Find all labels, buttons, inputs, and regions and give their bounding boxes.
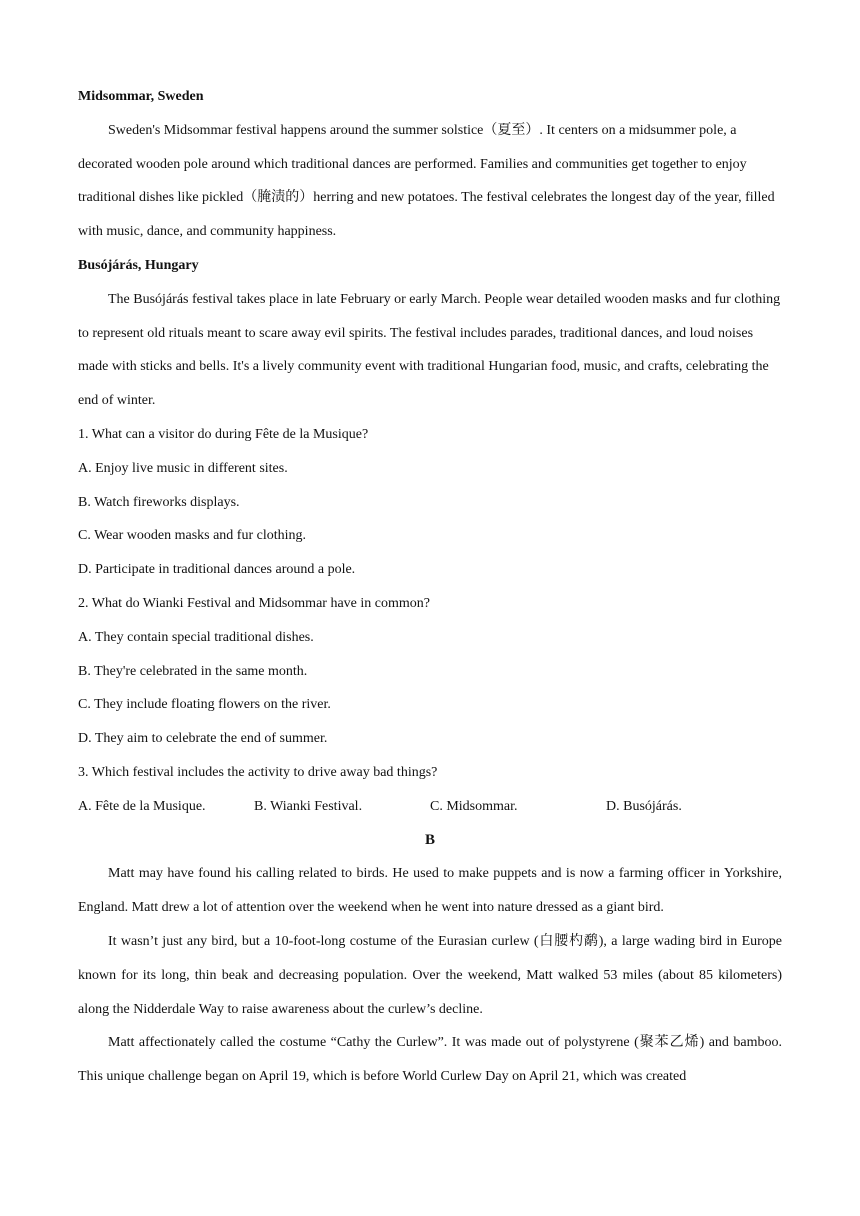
passage-b-paragraph-2: It wasn’t just any bird, but a 10-foot-long costume of the Eurasian curlew (白腰杓鹬), a large wading bird in Europe known for its long, thin beak and decreasing population. Over the weekend, Matt walked 53 miles (about 85 kilometers) along the Nidderdale Way to raise awareness about the curlew’s decline. [78,933,782,1017]
midsommar-heading: Midsommar, Sweden [78,89,204,104]
busojaras-heading: Busójárás, Hungary [78,257,199,273]
question-3-option-b: B. Wianki Festival. [254,798,363,814]
question-1-option-c: C. Wear wooden masks and fur clothing. [78,528,307,544]
document-page [78,80,782,1094]
question-1-option-a: A. Enjoy live music in different sites. [78,460,288,476]
question-1-option-d: D. Participate in traditional dances around a pole. [78,562,356,578]
question-2-option-b: B. They're celebrated in the same month. [78,663,308,679]
question-2-option-a: A. They contain special traditional dishes. [78,629,314,645]
passage-b-paragraph-1: Matt may have found his calling related to birds. He used to make puppets and is now a farming officer in Yorkshire, England. Matt drew a lot of attention over the weekend when he went into nature dressed as a giant bird. [78,866,782,916]
question-2-stem: 2. What do Wianki Festival and Midsommar have in common? [78,595,430,611]
question-3-option-a: A. Fête de la Musique. [78,798,206,814]
busojaras-paragraph: The Busójárás festival takes place in late February or early March. People wear detailed wooden masks and fur clothing to represent old rituals meant to scare away evil spirits. The festival includes parades, traditional dances, and loud noises made with sticks and bells. It's a lively community event with traditional Hungarian food, music, and crafts, celebrating the end of winter. [78,291,781,409]
section-b-letter: B [424,831,435,848]
question-3-option-c: C. Midsommar. [430,798,518,814]
question-3-option-d: D. Busójárás. [606,798,682,814]
question-1-option-b: B. Watch fireworks displays. [78,494,240,510]
question-2-option-c: C. They include floating flowers on the river. [78,697,331,713]
question-1-stem: 1. What can a visitor do during Fête de la Musique? [78,426,369,442]
question-2-option-d: D. They aim to celebrate the end of summer. [78,731,328,747]
question-3-stem: 3. Which festival includes the activity to drive away bad things? [78,764,438,780]
question-3-options [78,790,782,824]
passage-b-paragraph-3: Matt affectionately called the costume “Cathy the Curlew”. It was made out of polystyrene (聚苯乙烯) and bamboo. This unique challenge began on April 19, which is before World Curlew Day on April 21, which was created [78,1035,782,1085]
midsommar-paragraph: Sweden's Midsommar festival happens around the summer solstice（夏至）. It centers on a midsummer pole, a decorated wooden pole around which traditional dances are performed. Families and communities get together to enjoy traditional dishes like pickled（腌渍的）herring and new potatoes. The festival celebrates the longest day of the year, filled with music, dance, and community happiness. [78,122,775,240]
